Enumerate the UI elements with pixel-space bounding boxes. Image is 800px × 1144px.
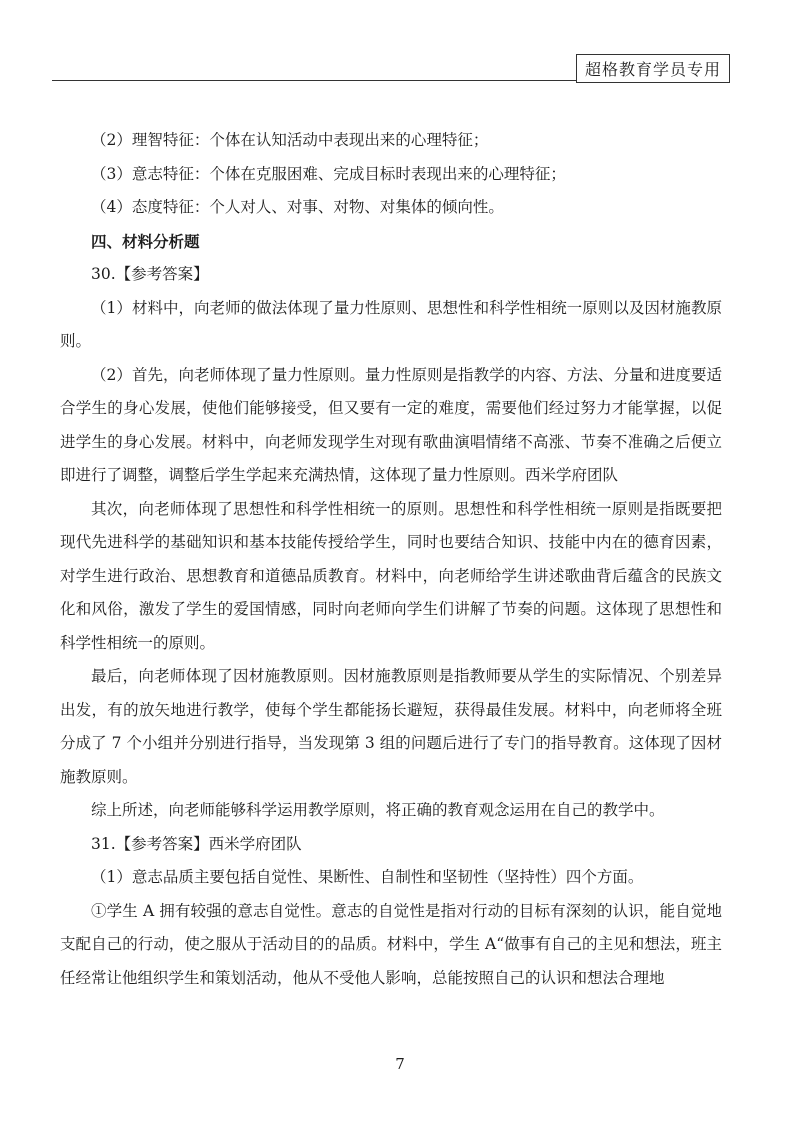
paragraph-3-will: （3）意志特征：个体在克服困难、完成目标时表现出来的心理特征； (91, 164, 566, 183)
answer-31-student-a: ①学生 A 拥有较强的意志自觉性。意志的自觉性是指对行动的目标有深刻的认识，能自觉地支配自己的行动，使之服从于活动目的的品质。材料中，学生 A“做事有自己的主见和想法，班主任经常让他组织学生和策划活动，他从不受他人影响，总能按照自己的认识和想法合理地 (60, 901, 722, 987)
paragraph-4-attitude: （4）态度特征：个人对人、对事、对物、对集体的倾向性。 (91, 198, 504, 216)
paragraph-2-intellect: （2）理智特征：个体在认知活动中表现出来的心理特征； (91, 131, 489, 149)
answer-30-part1: （1）材料中，向老师的做法体现了量力性原则、思想性和科学性相统一原则以及因材施教原则。 (60, 298, 722, 350)
section-heading-material-analysis: 四、材料分析题 (91, 231, 200, 251)
page-body (60, 124, 722, 995)
answer-30-part2-first: （2）首先，向老师体现了量力性原则。量力性原则是指教学的内容、方法、分量和进度要适合学生的身心发展，使他们能够接受，但又要有一定的难度，需要他们经过努力才能掌握，以促进学生的身心发展。材料中，向老师发现学生对现有歌曲演唱情绪不高涨、节奏不准确之后便立即进行了调整，调整后学生学起来充满热情，这体现了量力性原则。西米学府团队 (60, 365, 722, 484)
page-number: 7 (395, 1055, 405, 1073)
answer-30-part2-last: 最后，向老师体现了因材施教原则。因材施教原则是指教师要从学生的实际情况、个别差异出发，有的放矢地进行教学，使每个学生都能扬长避短，获得最佳发展。材料中，向老师将全班分成了 7 个小组并分别进行指导，当发现第 3 组的问题后进行了专门的指导教育。这体现了因材施教原则。 (60, 667, 722, 786)
question-30-heading: 30.【参考答案】 (91, 265, 209, 283)
question-31-heading: 31.【参考答案】西米学府团队 (91, 834, 302, 853)
answer-30-part2-second: 其次，向老师体现了思想性和科学性相统一的原则。思想性和科学性相统一原则是指既要把现代先进科学的基础知识和基本技能传授给学生，同时也要结合知识、技能中内在的德育因素，对学生进行政治、思想教育和道德品质教育。材料中，向老师给学生讲述歌曲背后蕴含的民族文化和风俗，激发了学生的爱国情感，同时向老师向学生们讲解了节奏的问题。这体现了思想性和科学性相统一的原则。 (60, 499, 722, 652)
answer-31-part1: （1）意志品质主要包括自觉性、果断性、自制性和坚韧性（坚持性）四个方面。 (91, 868, 644, 886)
header-label: 超格教育学员专用 (576, 54, 730, 83)
answer-30-summary: 综上所述，向老师能够科学运用教学原则，将正确的教育观念运用在自己的教学中。 (91, 801, 665, 819)
